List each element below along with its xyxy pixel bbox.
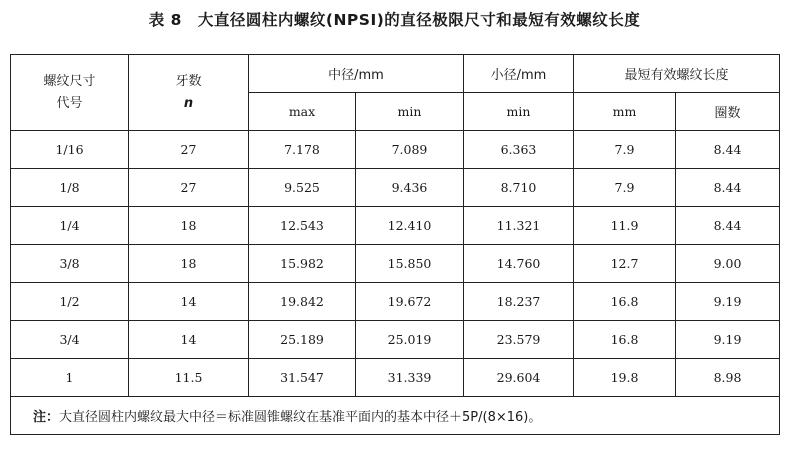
table-row (11, 169, 780, 207)
cell-turns: 9.00 (676, 245, 780, 283)
header-size-code-line2: 代号 (56, 95, 83, 111)
cell-len-mm: 12.7 (574, 245, 676, 283)
cell-minor-min: 29.604 (464, 359, 574, 397)
cell-pd-max: 15.982 (249, 245, 356, 283)
cell-pd-max: 19.842 (249, 283, 356, 321)
table-row (11, 283, 780, 321)
cell-len-mm: 16.8 (574, 283, 676, 321)
cell-size: 3/8 (11, 245, 129, 283)
cell-size: 3/4 (11, 321, 129, 359)
cell-tpi: 14 (129, 283, 249, 321)
cell-len-mm: 7.9 (574, 131, 676, 169)
cell-pd-min: 25.019 (356, 321, 464, 359)
cell-tpi: 11.5 (129, 359, 249, 397)
cell-size: 1/4 (11, 207, 129, 245)
note-label: 注： (33, 410, 60, 425)
header-tpi-label: 牙数 (175, 73, 202, 89)
cell-len-mm: 19.8 (574, 359, 676, 397)
cell-turns: 9.19 (676, 283, 780, 321)
table-note (11, 397, 780, 435)
cell-size: 1/8 (11, 169, 129, 207)
header-minor-min: min (464, 93, 574, 131)
cell-minor-min: 14.760 (464, 245, 574, 283)
cell-tpi: 27 (129, 131, 249, 169)
cell-turns: 8.44 (676, 131, 780, 169)
table-row (11, 131, 780, 169)
cell-turns: 9.19 (676, 321, 780, 359)
cell-minor-min: 6.363 (464, 131, 574, 169)
cell-minor-min: 11.321 (464, 207, 574, 245)
cell-tpi: 27 (129, 169, 249, 207)
cell-pd-min: 19.672 (356, 283, 464, 321)
cell-size: 1/16 (11, 131, 129, 169)
cell-pd-min: 15.850 (356, 245, 464, 283)
cell-pd-min: 7.089 (356, 131, 464, 169)
header-tpi-symbol: n (183, 95, 194, 111)
cell-pd-max: 12.543 (249, 207, 356, 245)
cell-pd-max: 7.178 (249, 131, 356, 169)
cell-size: 1 (11, 359, 129, 397)
header-pd-min: min (356, 93, 464, 131)
table-row (11, 359, 780, 397)
cell-len-mm: 7.9 (574, 169, 676, 207)
table-row (11, 207, 780, 245)
cell-pd-max: 31.547 (249, 359, 356, 397)
cell-len-mm: 16.8 (574, 321, 676, 359)
cell-pd-max: 9.525 (249, 169, 356, 207)
cell-tpi: 18 (129, 207, 249, 245)
header-mm: mm (574, 93, 676, 131)
note-row (11, 397, 780, 435)
cell-turns: 8.44 (676, 169, 780, 207)
header-minor-diameter: 小径/mm (464, 55, 574, 93)
header-size-code (11, 55, 129, 131)
header-tpi (129, 55, 249, 131)
header-row-1 (11, 55, 780, 93)
note-text: 大直径圆柱内螺纹最大中径＝标准圆锥螺纹在基准平面内的基本中径＋5P/(8×16)。 (59, 410, 542, 425)
header-turns: 圈数 (676, 93, 780, 131)
table-row (11, 245, 780, 283)
cell-size: 1/2 (11, 283, 129, 321)
cell-minor-min: 8.710 (464, 169, 574, 207)
table-title: 表 8 大直径圆柱内螺纹(NPSI)的直径极限尺寸和最短有效螺纹长度 (148, 11, 641, 29)
cell-pd-max: 25.189 (249, 321, 356, 359)
header-pitch-diameter: 中径/mm (249, 55, 464, 93)
header-size-code-line1: 螺纹尺寸 (43, 73, 96, 89)
cell-tpi: 18 (129, 245, 249, 283)
cell-turns: 8.98 (676, 359, 780, 397)
header-pd-max: max (249, 93, 356, 131)
cell-pd-min: 9.436 (356, 169, 464, 207)
cell-turns: 8.44 (676, 207, 780, 245)
cell-pd-min: 31.339 (356, 359, 464, 397)
cell-tpi: 14 (129, 321, 249, 359)
cell-minor-min: 18.237 (464, 283, 574, 321)
cell-len-mm: 11.9 (574, 207, 676, 245)
thread-dimension-table (10, 54, 780, 435)
cell-minor-min: 23.579 (464, 321, 574, 359)
header-min-length: 最短有效螺纹长度 (574, 55, 780, 93)
cell-pd-min: 12.410 (356, 207, 464, 245)
table-row (11, 321, 780, 359)
